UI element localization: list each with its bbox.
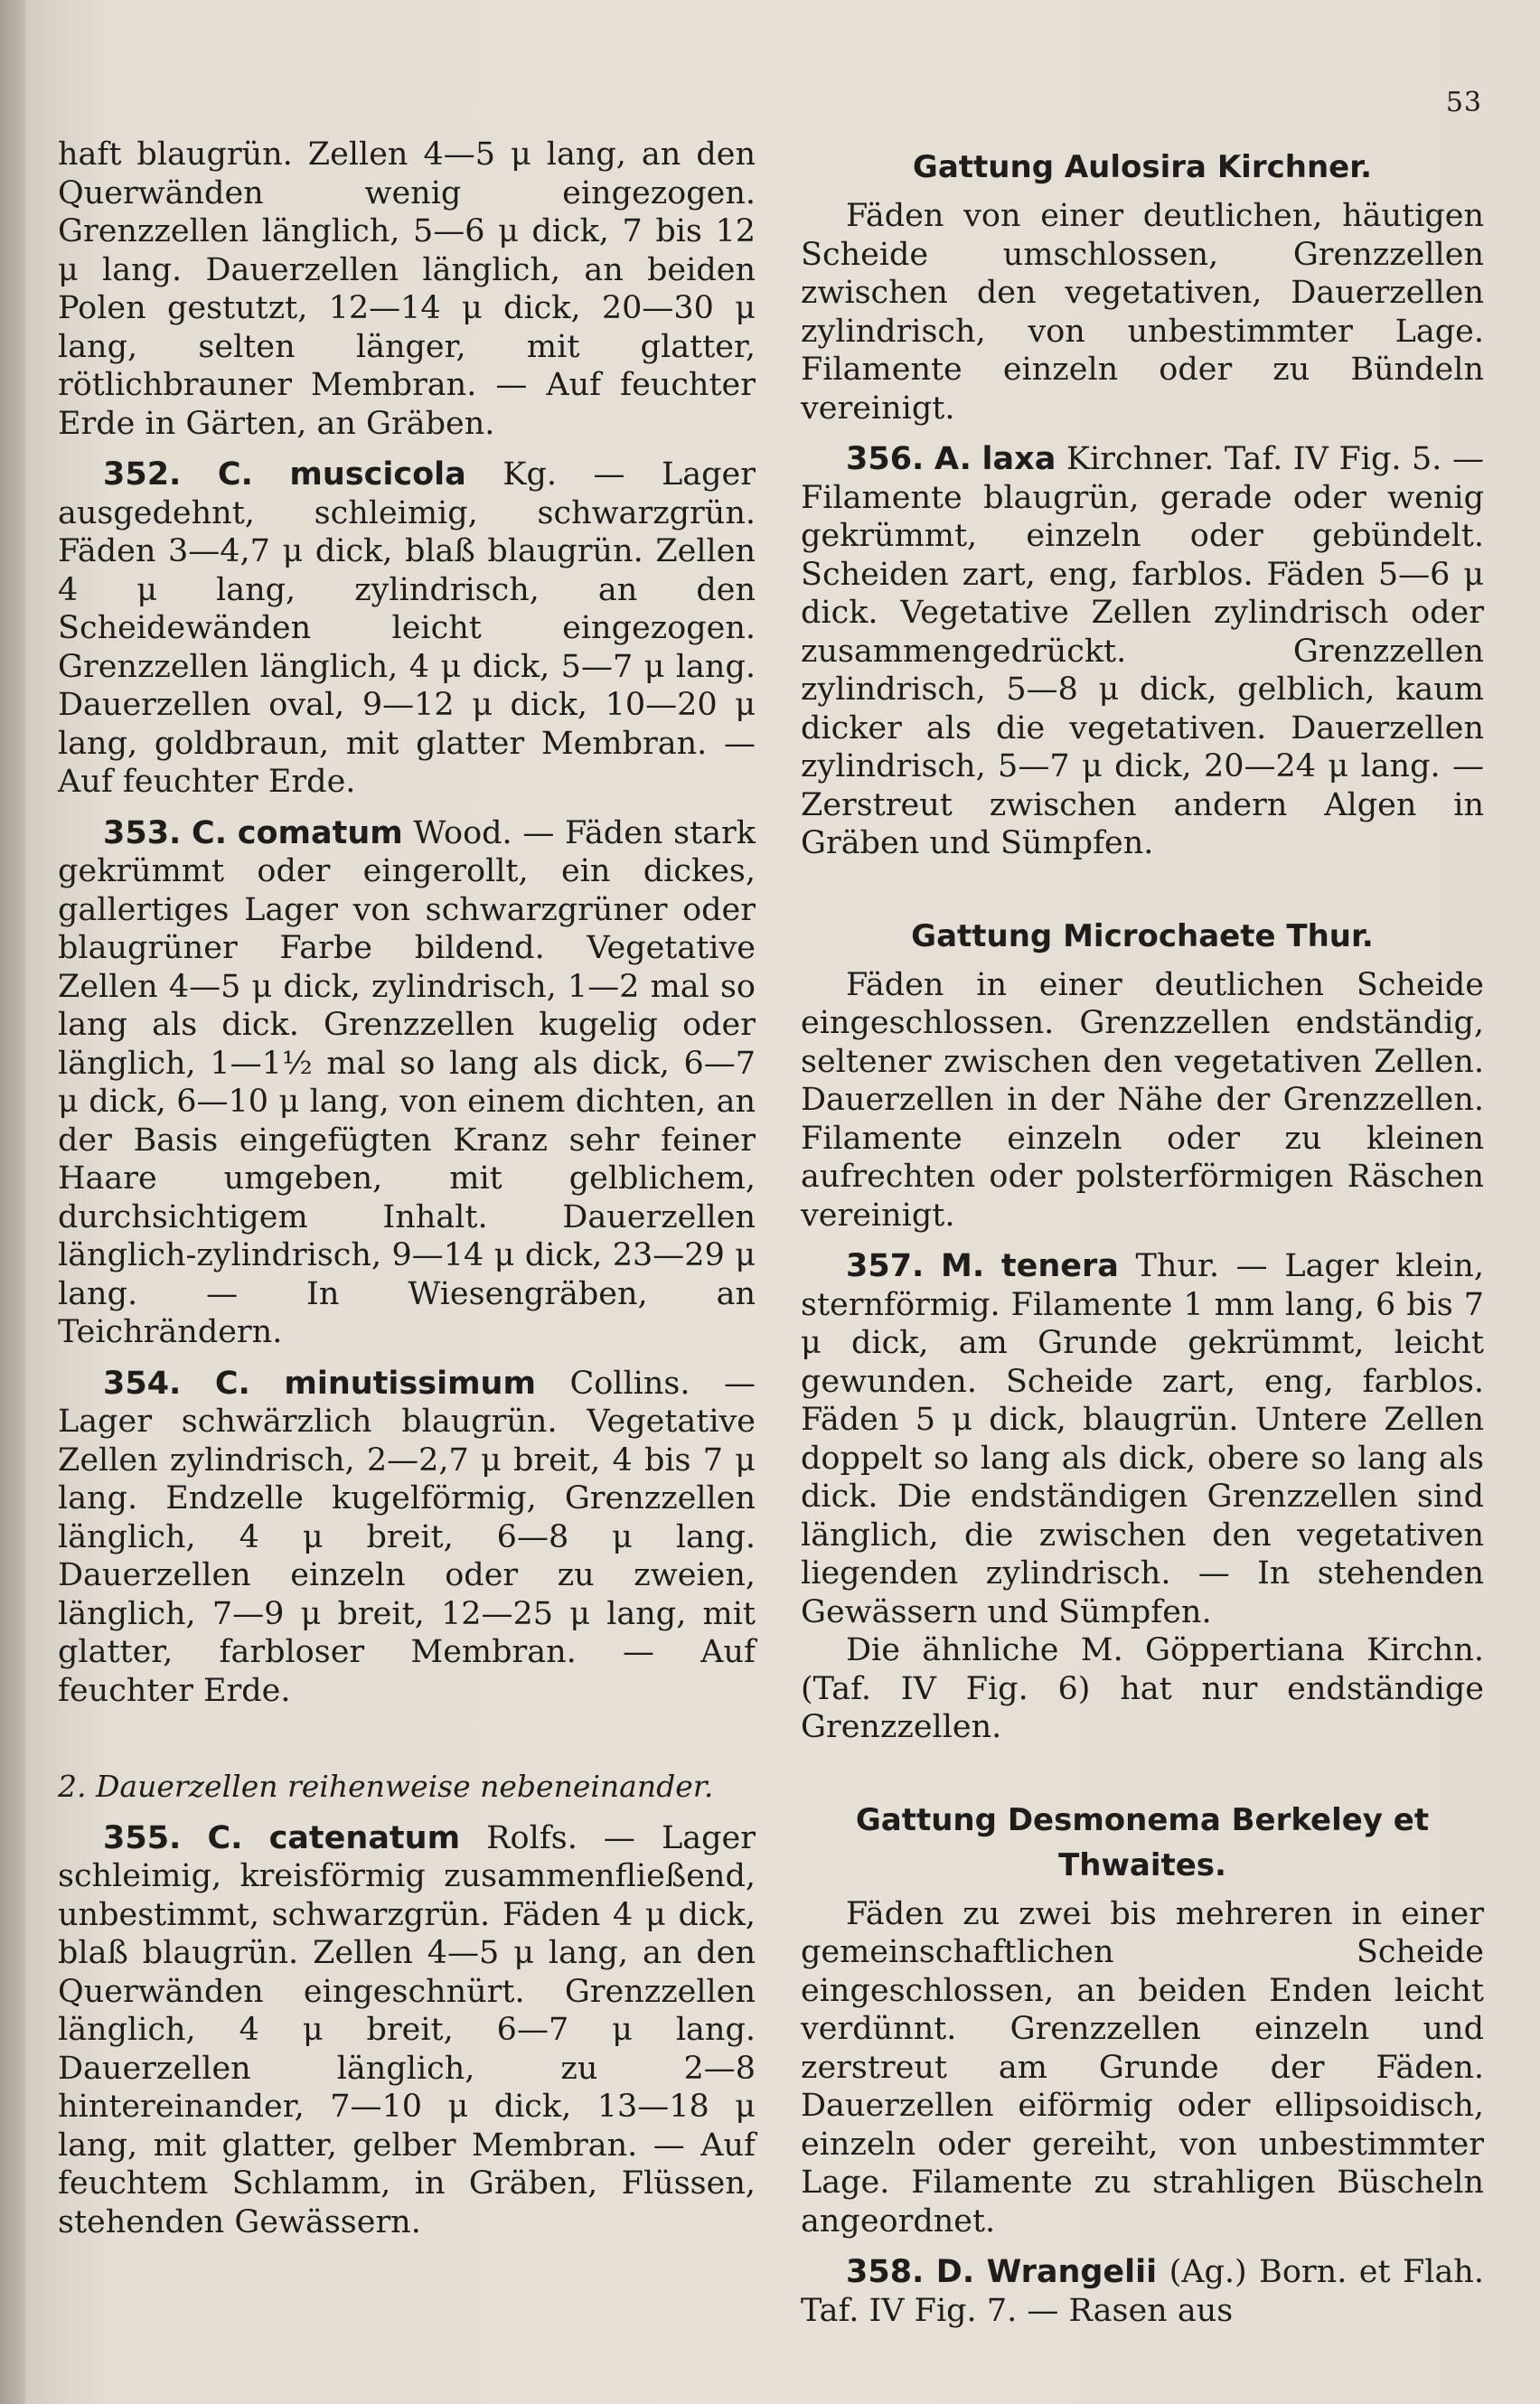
species-entry-356 bbox=[801, 440, 1484, 863]
entry-number: 352. bbox=[103, 456, 182, 493]
species-entry-354 bbox=[58, 1365, 756, 1711]
entry-text: (Ag.) Born. et Flah. Taf. IV Fig. 7. — Rasen aus bbox=[801, 2254, 1484, 2329]
entry-text: Thur. — Lager klein, sternförmig. Filamente 1 mm lang, 6 bis 7 μ dick, am Grunde gekrümmt, leicht gewunden. Scheide zart, eng, farblos. Fäden 5 μ dick, blaugrün. Untere Zellen doppelt so lang als dick, obere so lang als dick. Die endständigen Grenzzellen sind länglich, die zwischen den vegetativen liegenden zylindrisch. — In stehenden Gewässern und Sümpfen. bbox=[801, 1248, 1484, 1630]
key-subheading: 2. Dauerzellen reihenweise nebeneinander. bbox=[58, 1769, 714, 1804]
page-number: 53 bbox=[1445, 87, 1482, 118]
species-name: minutissimum bbox=[284, 1365, 536, 1402]
entry-text: Kg. — Lager ausgedehnt, schleimig, schwarzgrün. Fäden 3—4,7 μ dick, blaß blaugrün. Zellen 4 μ lang, zylindrisch, an den Scheidewänden leicht eingezogen. Grenzzellen länglich, 4 μ dick, 5—7 μ lang. Dauerzellen oval, 9—12 μ dick, 10—20 μ lang, goldbraun, mit glatter Membran. — Auf feuchter Erde. bbox=[58, 456, 756, 800]
note-goeppertiana: Die ähnliche M. Göppertiana Kirchn. (Taf. IV Fig. 6) hat nur endständige Grenzzellen. bbox=[801, 1632, 1484, 1745]
genus-description-microchaete: Fäden in einer deutlichen Scheide eingeschlossen. Grenzzellen endständig, seltener zwischen den vegetativen Zellen. Dauerzellen in der Nähe der Grenzzellen. Filamente einzeln oder zu kleinen aufrechten oder polsterförmigen Räschen vereinigt. bbox=[801, 966, 1484, 1234]
binding-gutter bbox=[0, 0, 25, 2404]
entry-number: 358. bbox=[846, 2254, 925, 2290]
genus-description-aulosira: Fäden von einer deutlichen, häutigen Scheide umschlossen, Grenzzellen zwischen den vegetativen, Dauerzellen zylindrisch, von unbestimmter Lage. Filamente einzeln oder zu Bündeln vereinigt. bbox=[801, 198, 1484, 427]
entry-text: Collins. — Lager schwärzlich blaugrün. Vegetative Zellen zylindrisch, 2—2,7 μ breit, 4 bis 7 μ lang. Endzelle kugelförmig, Grenzzellen länglich, 4 μ breit, 6—8 μ lang. Dauerzellen einzeln oder zu zweien, länglich, 7—9 μ breit, 12—25 μ lang, mit glatter, farbloser Membran. — Auf feuchter Erde. bbox=[58, 1365, 756, 1709]
continued-paragraph: haft blaugrün. Zellen 4—5 μ lang, an den Querwänden wenig eingezogen. Grenzzellen länglich, 5—6 μ dick, 7 bis 12 μ lang. Dauerzellen länglich, an beiden Polen gestutzt, 12—14 μ dick, 20—30 μ lang, selten länger, mit glatter, rötlichbrauner Membran. — Auf feuchter Erde in Gärten, an Gräben. bbox=[58, 136, 756, 442]
entry-text: Rolfs. — Lager schleimig, kreisförmig zusammenfließend, unbestimmt, schwarzgrün. Fäden 4 μ dick, blaß blaugrün. Zellen 4—5 μ lang, an den Querwänden eingeschnürt. Grenzzellen länglich, 4 μ breit, 6—7 μ lang. Dauerzellen länglich, zu 2—8 hintereinander, 7—10 μ dick, 13—18 μ lang, mit glatter, gelber Membran. — Auf feuchtem Schlamm, in Gräben, Flüssen, stehenden Gewässern. bbox=[58, 1819, 756, 2240]
entry-number: 357. bbox=[846, 1248, 925, 1284]
species-name: muscicola bbox=[289, 456, 466, 493]
entry-text: Kirchner. Taf. IV Fig. 5. — Filamente blaugrün, gerade oder wenig gekrümmt, einzeln oder gebündelt. Scheiden zart, eng, farblos. Fäden 5—6 μ dick. Vegetative Zellen zylindrisch oder zusammengedrückt. Grenzzellen zylindrisch, 5—8 μ dick, gelblich, kaum dicker als die vegetativen. Dauerzellen zylindrisch, 5—7 μ dick, 20—24 μ lang. — Zerstreut zwischen andern Algen in Gräben und Sümpfen. bbox=[801, 441, 1484, 861]
species-name: tenera bbox=[1000, 1248, 1119, 1284]
genus-heading-microchaete: Gattung Microchaete Thur. bbox=[911, 917, 1374, 954]
genus-abbrev: M. bbox=[941, 1248, 985, 1284]
species-name: laxa bbox=[981, 441, 1056, 477]
genus-abbrev: C. bbox=[207, 1819, 243, 1856]
genus-heading-aulosira: Gattung Aulosira Kirchner. bbox=[912, 149, 1373, 185]
species-entry-353 bbox=[58, 814, 756, 1352]
species-name: comatum bbox=[237, 814, 403, 851]
genus-abbrev: D. bbox=[935, 2254, 975, 2290]
species-entry-358 bbox=[801, 2253, 1484, 2330]
species-entry-355 bbox=[58, 1819, 756, 2242]
entry-number: 356. bbox=[846, 441, 925, 477]
genus-abbrev: C. bbox=[217, 456, 253, 493]
left-column bbox=[58, 136, 756, 2241]
entry-number: 354. bbox=[103, 1365, 182, 1402]
entry-number: 355. bbox=[103, 1819, 182, 1856]
entry-number: 353. bbox=[103, 814, 182, 851]
species-entry-357 bbox=[801, 1247, 1484, 1631]
genus-abbrev: A. bbox=[934, 441, 972, 477]
genus-description-desmonema: Fäden zu zwei bis mehreren in einer gemeinschaftlichen Scheide eingeschlossen, an beiden Enden leicht verdünnt. Grenzzellen einzeln und zerstreut am Grunde der Fäden. Dauerzellen eiförmig oder ellipsoidisch, einzeln oder gereiht, von unbestimmter Lage. Filamente zu strahligen Büscheln angeordnet. bbox=[801, 1895, 1484, 2240]
species-name: catenatum bbox=[268, 1819, 461, 1856]
genus-heading-desmonema: Gattung Desmonema Berkeley et Thwaites. bbox=[855, 1801, 1430, 1883]
species-entry-352 bbox=[58, 455, 756, 802]
right-column bbox=[801, 145, 1484, 2330]
genus-abbrev: C. bbox=[214, 1365, 250, 1402]
species-name: Wrangelii bbox=[986, 2254, 1158, 2290]
genus-abbrev: C. bbox=[192, 814, 228, 851]
entry-text: Wood. — Fäden stark gekrümmt oder eingerollt, ein dickes, gallertiges Lager von schwarzgrüner oder blaugrüner Farbe bildend. Vegetative Zellen 4—5 μ dick, zylindrisch, 1—2 mal so lang als dick. Grenzzellen kugelig oder länglich, 1—1½ mal so lang als dick, 6—7 μ dick, 6—10 μ lang, von einem dichten, an der Basis eingefügten Kranz sehr feiner Haare umgeben, mit gelblichem, durchsichtigem Inhalt. Dauerzellen länglich-zylindrisch, 9—14 μ dick, 23—29 μ lang. — In Wiesengräben, an Teichrändern. bbox=[58, 814, 756, 1350]
